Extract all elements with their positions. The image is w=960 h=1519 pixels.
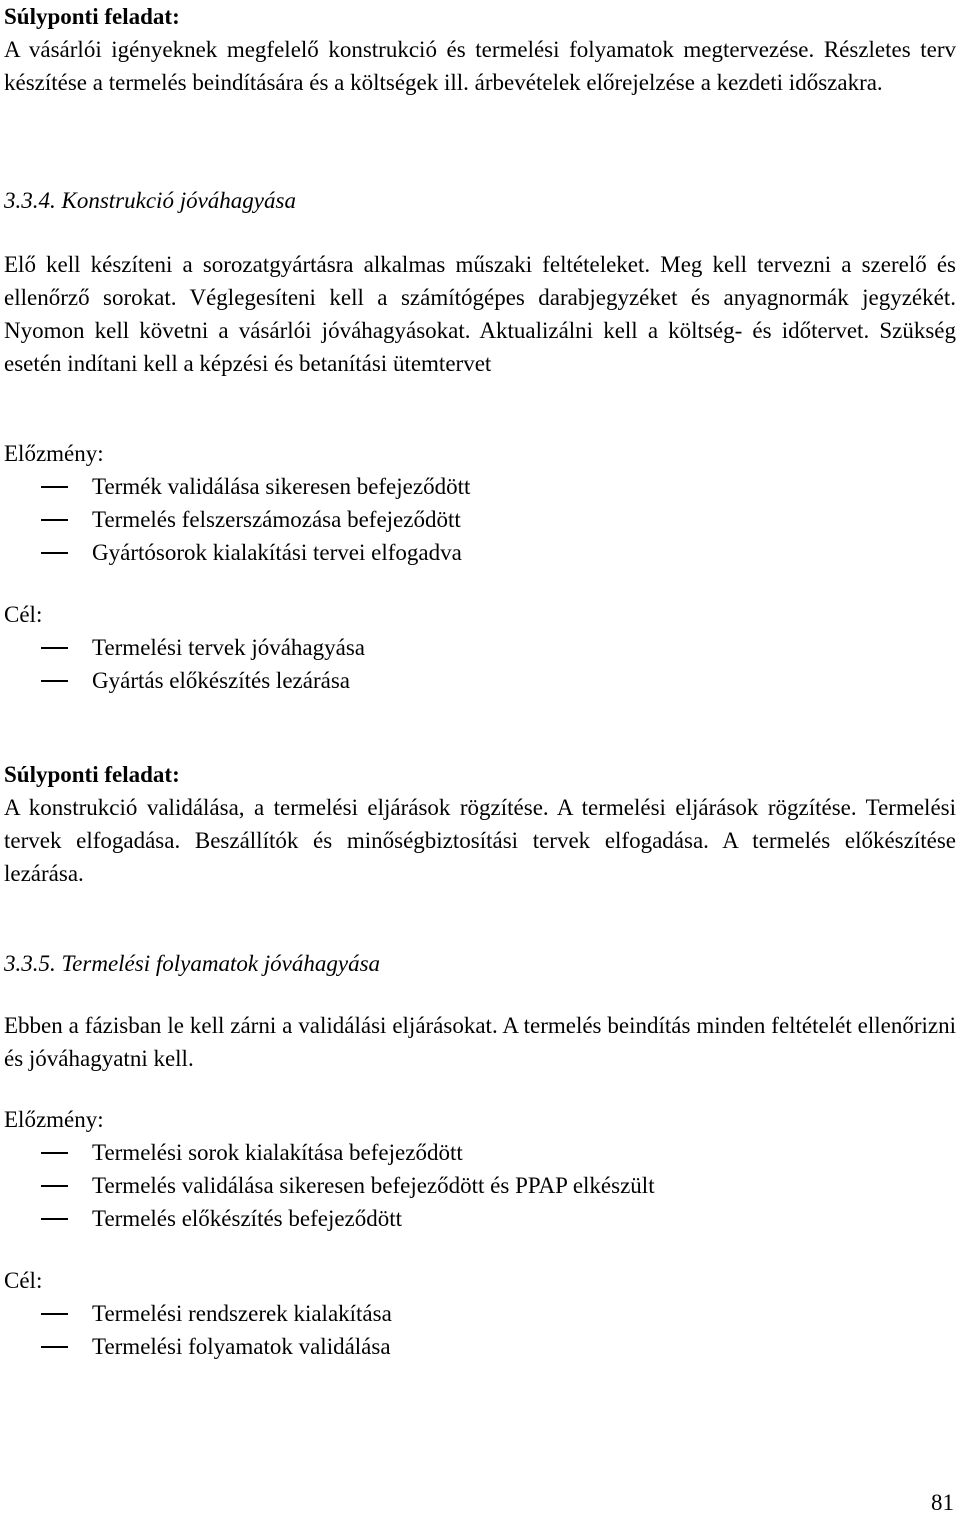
focus-task-block-1: [4, 0, 956, 99]
goal-heading: Cél:: [4, 1268, 43, 1293]
dash-icon: [41, 1152, 68, 1154]
page-number: 81: [931, 1490, 954, 1515]
list-item: Termelés felszerszámozása befejeződött: [4, 503, 956, 536]
section-335-prereq: [4, 1103, 956, 1235]
list-item: Termelés előkészítés befejeződött: [4, 1202, 956, 1235]
focus-task-heading: Súlyponti feladat:: [4, 4, 180, 29]
prereq-heading: Előzmény:: [4, 441, 104, 466]
list-item: Termelés validálása sikeresen befejeződött és PPAP elkészült: [4, 1169, 956, 1202]
list-item: Termelési folyamatok validálása: [4, 1330, 956, 1363]
dash-icon: [41, 552, 68, 554]
focus-task-text: A konstrukció validálása, a termelési eljárások rögzítése. A termelési eljárások rögzítése. Termelési tervek elfogadása. Beszállítók és minőségbiztosítási tervek elfogadása. A termelés előkészítése lezárása.: [4, 795, 956, 886]
prereq-list: [4, 1136, 956, 1235]
goal-list: [4, 1297, 956, 1363]
section-335-title: 3.3.5. Termelési folyamatok jóváhagyása: [4, 951, 381, 976]
dash-icon: [41, 1313, 68, 1315]
dash-icon: [41, 519, 68, 521]
focus-task-text: A vásárlói igényeknek megfelelő konstrukció és termelési folyamatok megtervezése. Részletes terv készítése a termelés beindítására és a költségek ill. árbevételek előrejelzése a kezdeti időszakra.: [4, 37, 956, 95]
section-335-goal: [4, 1264, 956, 1363]
dash-icon: [41, 1346, 68, 1348]
dash-icon: [41, 680, 68, 682]
section-334-prereq: [4, 437, 956, 569]
list-item: Gyártósorok kialakítási tervei elfogadva: [4, 536, 956, 569]
prereq-heading: Előzmény:: [4, 1107, 104, 1132]
list-item: Termék validálása sikeresen befejeződött: [4, 470, 956, 503]
list-item: Gyártás előkészítés lezárása: [4, 664, 956, 697]
focus-task-block-2: [4, 758, 956, 890]
dash-icon: [41, 1218, 68, 1220]
section-334-title: 3.3.4. Konstrukció jóváhagyása: [4, 188, 296, 213]
prereq-list: [4, 470, 956, 569]
section-335-text: Ebben a fázisban le kell zárni a validálási eljárásokat. A termelés beindítás minden feltételét ellenőrizni és jóváhagyatni kell.: [4, 1013, 956, 1071]
goal-heading: Cél:: [4, 602, 43, 627]
goal-list: [4, 631, 956, 697]
list-item: Termelési tervek jóváhagyása: [4, 631, 956, 664]
dash-icon: [41, 647, 68, 649]
list-item: Termelési rendszerek kialakítása: [4, 1297, 956, 1330]
dash-icon: [41, 1185, 68, 1187]
section-334-goal: [4, 598, 956, 697]
dash-icon: [41, 486, 68, 488]
section-334-text: Elő kell készíteni a sorozatgyártásra alkalmas műszaki feltételeket. Meg kell tervezni a szerelő és ellenőrző sorokat. Véglegesíteni kell a számítógépes darabjegyzéket és anyagnormák jegyzékét. Nyomon kell követni a vásárlói jóváhagyásokat. Aktualizálni kell a költség- és időtervet. Szükség esetén indítani kell a képzési és betanítási ütemtervet: [4, 252, 956, 376]
list-item: Termelési sorok kialakítása befejeződött: [4, 1136, 956, 1169]
focus-task-heading: Súlyponti feladat:: [4, 762, 180, 787]
